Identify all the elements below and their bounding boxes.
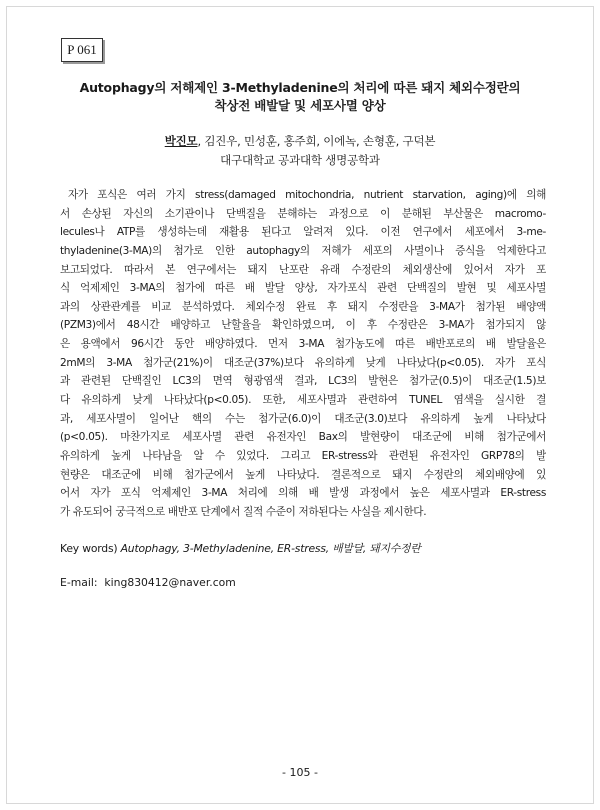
abstract-line: 다 유의하게 낮게 나타났다(p<0.05). 또한, 세포사멸과 관련하여 TUNEL 염색을 실시한 결	[60, 394, 546, 407]
abstract-line: 보고되었다. 따라서 본 연구에서는 돼지 난포란 유래 수정란의 체외생산에 있어서 자가 포	[60, 263, 546, 276]
abstract-line: 자가 포식은 여러 가지 stress(damaged mitochondria, nutrient starvation, aging)에 의해	[68, 189, 546, 201]
abstract-line: 가 유도되어 궁극적으로 배반포 단계에서 질적 수준이 저하된다는 사실을 제시한다.	[60, 505, 427, 518]
abstract-line: 과 관련된 단백질인 LC3의 면역 형광염색 결과, LC3의 발현은 첨가군(0.5)이 대조군(1.5)보	[60, 375, 546, 388]
title-line-1: Autophagy의 저해제인 3-Methyladenine의 처리에 따른 돼지 체외수정란의	[79, 80, 521, 95]
abstract-line: thyladenine(3-MA)의 첨가로 인한 autophagy의 저해가 세포의 사멸이나 증식을 억제한다고	[60, 244, 546, 257]
abstract-line: 어서 자가 포식 억제제인 3-MA 처리에 의해 배 발생 과정에서 높은 세포사멸과 ER-stress	[60, 487, 546, 500]
keywords-terms: Autophagy, 3-Methyladenine, ER-stress, 배발달, 돼지수정란	[120, 542, 421, 555]
affiliation: 대구대학교 공과대학 생명공학과	[220, 153, 380, 167]
title-line-2: 착상전 배발달 및 세포사멸 양상	[214, 98, 386, 113]
page-number: - 105 -	[282, 766, 318, 779]
abstract-line: 서 손상된 자신의 소기관이나 단백질을 분해하는 과정으로 이 분해된 부산물은 macromo-	[60, 207, 546, 220]
abstract-line: (PZM3)에서 48시간 배양하고 난할율을 확인하였으며, 이 후 수정란은 3-MA가 첨가되지 않	[60, 319, 546, 332]
abstract-body	[60, 186, 546, 522]
abstract-line: (p<0.05). 마찬가지로 세포사멸 관련 유전자인 Bax의 발현량이 대조군에 비해 첨가군에서	[60, 431, 546, 444]
abstract-line: 은 용액에서 96시간 동안 배양하였다. 먼저 3-MA 첨가농도에 따른 배반포로의 배 발달율은	[60, 338, 546, 351]
abstract-line: 과의 상관관계를 비교 분석하였다. 체외수정 완료 후 돼지 수정란을 3-MA가 첨가된 배양액	[60, 300, 546, 313]
author-list	[60, 133, 540, 149]
co-authors: , 김진우, 민성훈, 홍주희, 이에녹, 손형훈, 구덕본	[197, 134, 436, 148]
keywords	[60, 541, 546, 556]
abstract-line: 식 억제제인 3-MA의 첨가에 따른 배 발달 양상, 자가포식 관련 단백질의 발현 및 세포사멸	[60, 282, 546, 295]
abstract-line: 과, 세포사멸이 일어난 핵의 수는 첨가군(6.0)이 대조군(3.0)보다 유의하게 높게 나타났다	[60, 412, 546, 425]
abstract-line: lecules나 ATP를 생성하는데 재활용 된다고 알려져 있다. 이전 연구에서 세포에서 3-me-	[60, 226, 546, 239]
abstract-code-box: P 061	[61, 38, 103, 62]
keywords-label: Key words)	[60, 542, 118, 555]
abstract-line: 현량은 대조군에 비해 첨가군에서 높게 나타났다. 결론적으로 돼지 수정란의 체외배양에 있	[60, 468, 546, 481]
abstract-line: 2mM의 3-MA 첨가군(21%)이 대조군(37%)보다 유의하게 낮게 나타났다(p<0.05). 자가 포식	[60, 356, 546, 369]
presenting-author: 박진모	[164, 134, 198, 148]
email-address: king830412@naver.com	[104, 576, 236, 589]
contact-email	[60, 576, 546, 589]
email-label: E-mail:	[60, 576, 98, 589]
abstract-line: 유의하게 높게 나타남을 알 수 있었다. 그리고 ER-stress와 관련된 유전자인 GRP78의 발	[60, 449, 546, 462]
